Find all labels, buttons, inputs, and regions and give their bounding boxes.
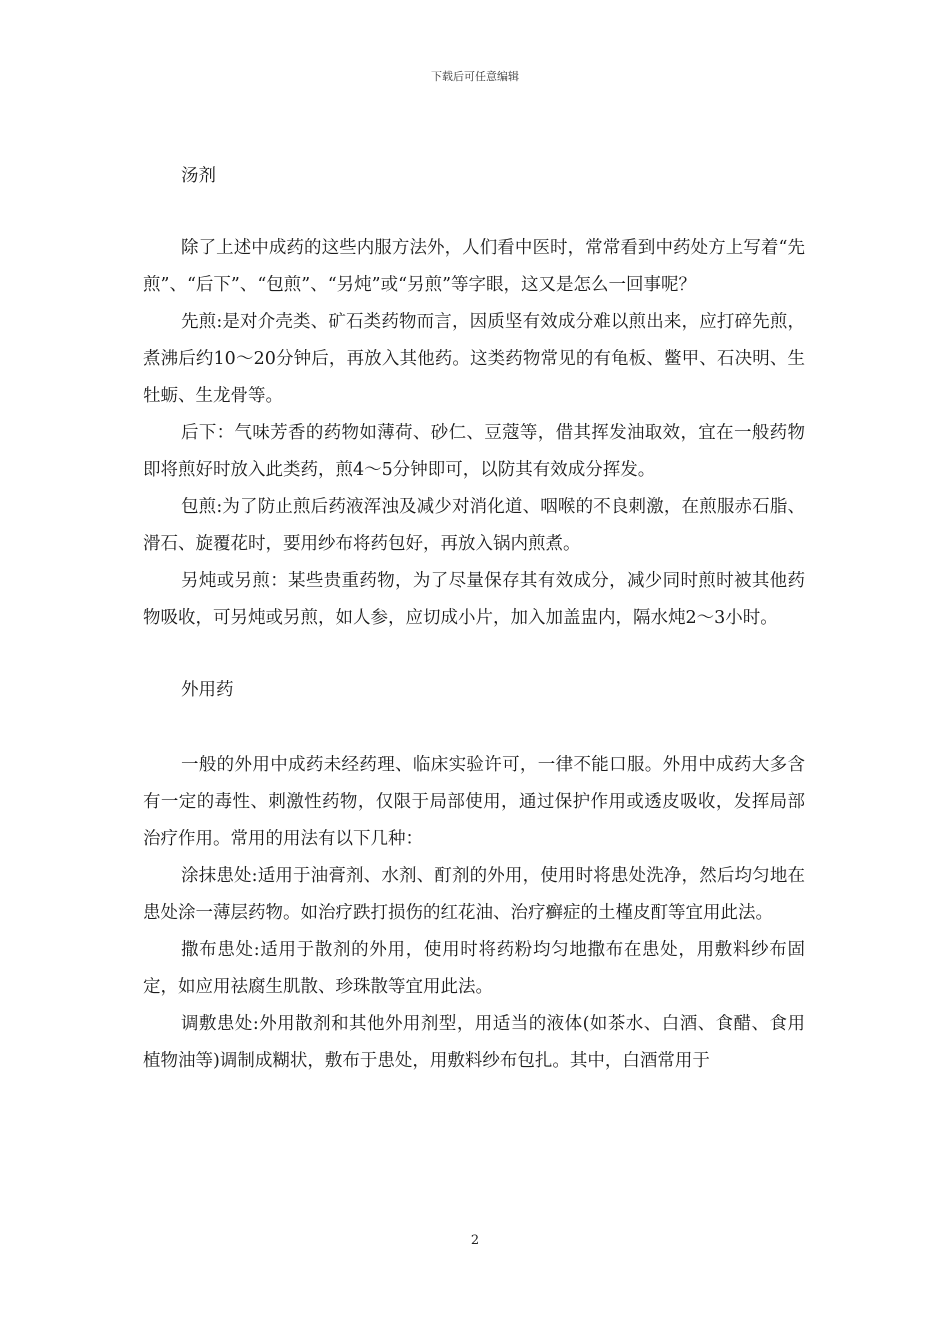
- section-title-decoction: 汤剂: [181, 166, 216, 186]
- page-header: 下载后可任意编辑: [431, 70, 519, 83]
- paragraph-separate-stew: 另炖或另煎：某些贵重药物，为了尽量保存其有效成分，减少同时煎时被其他药物吸收，可另炖或另煎，如人参，应切成小片，加入加盖盅内，隔水炖2～3小时。: [143, 571, 805, 628]
- paragraph-decoct-first: 先煎:是对介壳类、矿石类药物而言，因质坚有效成分难以煎出来，应打碎先煎，煮沸后约10～20分钟后，再放入其他药。这类药物常见的有龟板、鳖甲、石决明、生牡蛎、生龙骨等。: [143, 312, 805, 406]
- document-body: [143, 158, 805, 1080]
- section-title-external-medicine: 外用药: [181, 680, 234, 700]
- page-number: 2: [470, 1233, 480, 1248]
- paragraph-wrapped-decoction: 包煎:为了防止煎后药液浑浊及减少对消化道、咽喉的不良刺激，在煎服赤石脂、滑石、旋覆花时，要用纱布将药包好，再放入锅内煎煮。: [143, 497, 805, 554]
- paragraph-add-later: 后下：气味芳香的药物如薄荷、砂仁、豆蔻等，借其挥发油取效，宜在一般药物即将煎好时放入此类药，煎4～5分钟即可，以防其有效成分挥发。: [143, 423, 805, 480]
- paragraph-external-intro: 一般的外用中成药未经药理、临床实验许可，一律不能口服。外用中成药大多含有一定的毒性、刺激性药物，仅限于局部使用，通过保护作用或透皮吸收，发挥局部治疗作用。常用的用法有以下几种：: [143, 755, 805, 849]
- paragraph-apply-paste: 调敷患处:外用散剂和其他外用剂型，用适当的液体(如茶水、白酒、食醋、食用植物油等)调制成糊状，敷布于患处，用敷料纱布包扎。其中，白酒常用于: [143, 1014, 805, 1071]
- paragraph-apply-smear: 涂抹患处:适用于油膏剂、水剂、酊剂的外用，使用时将患处洗净，然后均匀地在患处涂一薄层药物。如治疗跌打损伤的红花油、治疗癣症的土槿皮酊等宜用此法。: [143, 866, 805, 923]
- paragraph-apply-sprinkle: 撒布患处:适用于散剂的外用，使用时将药粉均匀地撒布在患处，用敷料纱布固定，如应用祛腐生肌散、珍珠散等宜用此法。: [143, 940, 805, 997]
- paragraph-intro: 除了上述中成药的这些内服方法外，人们看中医时，常常看到中药处方上写着“先煎”、“后下”、“包煎”、“另炖”或“另煎”等字眼，这又是怎么一回事呢？: [143, 238, 805, 295]
